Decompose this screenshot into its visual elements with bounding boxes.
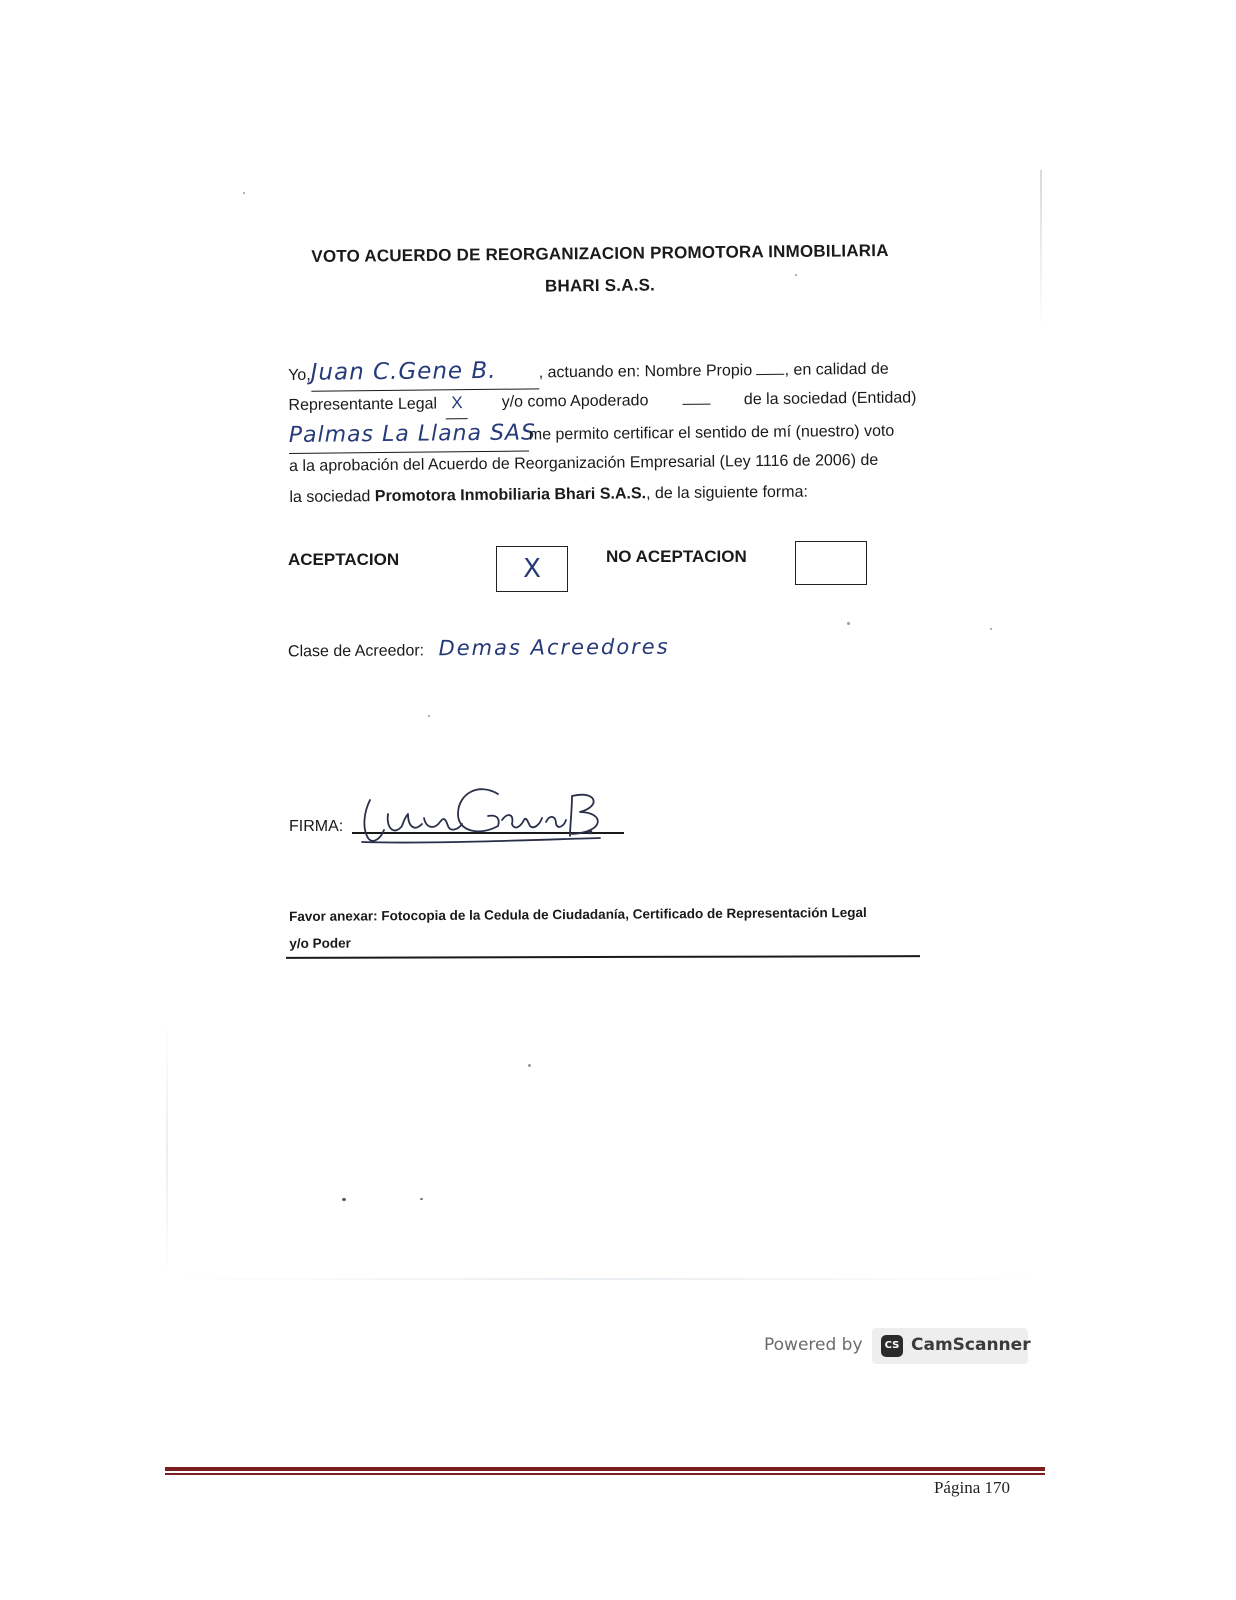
- camscanner-badge: [872, 1328, 1031, 1364]
- creditor-value: Demas Acreedores: [438, 634, 670, 661]
- legal-rep-mark: X: [446, 387, 468, 419]
- actuando-text: , actuando en: Nombre Propio: [538, 362, 753, 382]
- scan-edge: [170, 1278, 1040, 1280]
- paragraph-line: [289, 475, 917, 513]
- yo-text: Yo,: [288, 366, 311, 384]
- scan-edge: [166, 1020, 168, 1280]
- page-number: Página 170: [933, 1478, 1010, 1497]
- apoderado-blank: [682, 390, 710, 405]
- camscanner-logo-icon: CS: [881, 1335, 903, 1357]
- no-aceptacion-checkbox[interactable]: [795, 541, 867, 585]
- scan-speck: [243, 192, 245, 194]
- handwritten-entity: Palmas La Llana SAS: [288, 420, 537, 448]
- document-title: VOTO ACUERDO DE REORGANIZACION PROMOTORA INMOBILIARIA: [311, 240, 889, 267]
- company-name: Promotora Inmobiliaria Bhari S.A.S.: [374, 485, 647, 506]
- calidad-text: , en calidad de: [784, 360, 889, 379]
- sociedad-text: de la sociedad (Entidad): [743, 389, 917, 409]
- representante-text: Representante Legal: [288, 395, 438, 414]
- document-subtitle: BHARI S.A.S.: [544, 275, 656, 296]
- firma-label: FIRMA:: [289, 818, 344, 835]
- scan-speck: [428, 715, 430, 717]
- no-aceptacion-label: NO ACEPTACION: [606, 547, 747, 566]
- aceptacion-checkbox[interactable]: X: [496, 546, 568, 592]
- forma-text: , de la siguiente forma:: [645, 483, 808, 503]
- scan-edge: [1040, 170, 1042, 330]
- powered-by-text: Powered by: [764, 1335, 863, 1355]
- annex-line: y/o Poder: [289, 935, 351, 951]
- declaration-paragraph: [288, 351, 918, 513]
- creditor-class: [288, 635, 670, 662]
- aceptacion-label: ACEPTACION: [288, 550, 400, 569]
- nombre-propio-blank: [757, 360, 785, 375]
- footer-rule: [165, 1467, 1045, 1471]
- creditor-label: Clase de Acreedor:: [287, 642, 425, 661]
- aprobacion-text: a la aprobación del Acuerdo de Reorganización Empresarial (Ley 1116 de 2006) de: [289, 451, 879, 475]
- scan-speck: [420, 1198, 423, 1200]
- annex-note: [289, 899, 929, 957]
- apoderado-blank-group: [682, 385, 710, 416]
- certificar-text: me permito certificar el sentido de mí (nuestro) voto: [528, 422, 895, 444]
- scan-speck: [847, 622, 850, 625]
- scanned-page: [165, 170, 1045, 1290]
- handwritten-signature: [350, 770, 610, 850]
- footer-rule-thin: [165, 1473, 1045, 1475]
- scan-speck: [990, 628, 992, 630]
- handwritten-name: Juan C.Gene B.: [310, 357, 497, 386]
- scan-speck: [528, 1064, 531, 1067]
- sociedad-prefix: la sociedad: [289, 488, 371, 506]
- representante-group: [288, 387, 468, 420]
- annex-line: Favor anexar: Fotocopia de la Cedula de Ciudadanía, Certificado de Representación Legal: [289, 904, 867, 924]
- apoderado-text: y/o como Apoderado: [501, 392, 649, 411]
- camscanner-brand: CamScanner: [911, 1335, 1031, 1355]
- scan-speck: [342, 1198, 346, 1201]
